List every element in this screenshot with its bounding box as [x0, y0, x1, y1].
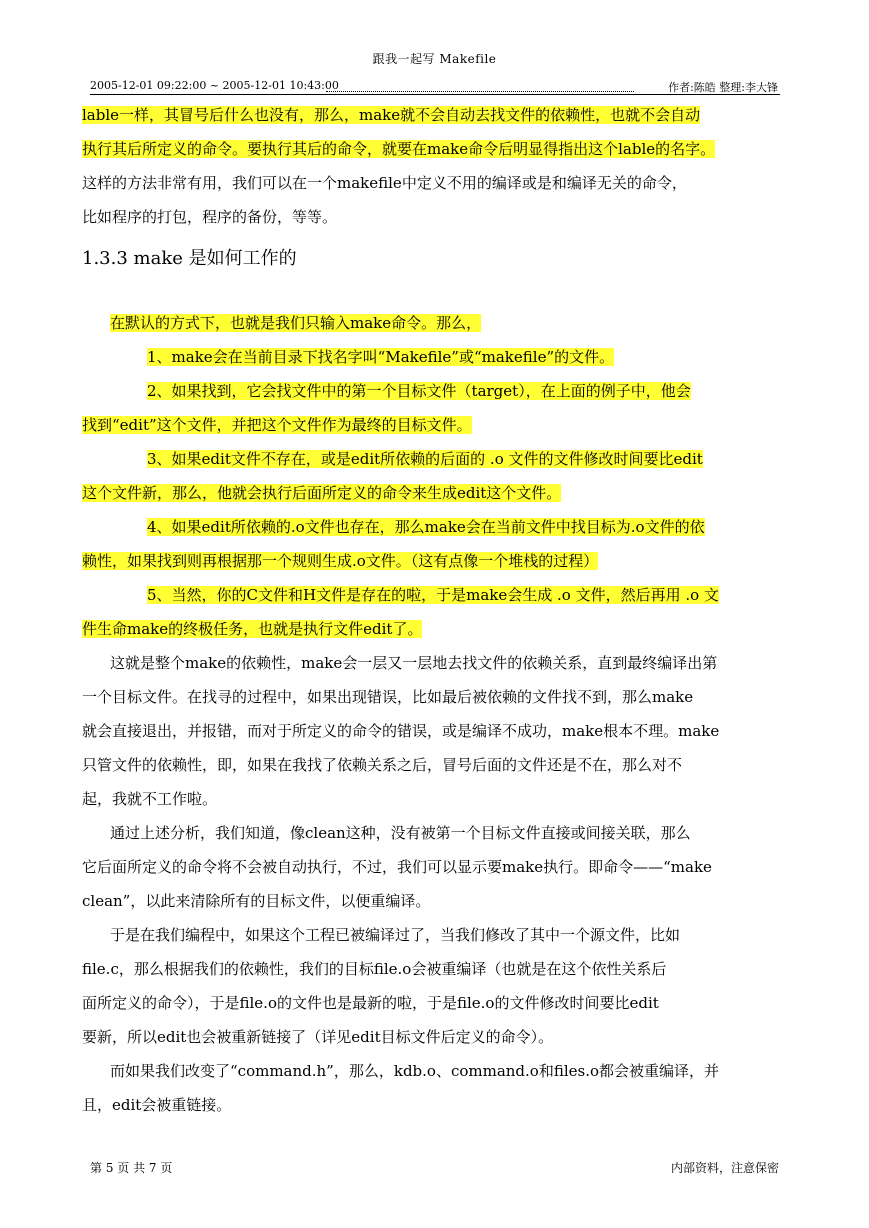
- paragraph-recompile: [82, 918, 789, 1054]
- text-line: 面所定义的命令），于是file.o的文件也是最新的啦，于是file.o的文件修改时间要比edit: [82, 994, 659, 1012]
- text-line: 一个目标文件。在找寻的过程中，如果出现错误，比如最后被依赖的文件找不到，那么make: [82, 688, 694, 706]
- highlighted-text: 在默认的方式下，也就是我们只输入make命令。那么，: [110, 314, 482, 332]
- step-list: [82, 340, 789, 646]
- step-2-line-2: 找到“edit”这个文件，并把这个文件作为最终的目标文件。: [82, 416, 472, 434]
- header-date-range: 2005-12-01 09:22:00 ~ 2005-12-01 10:43:00: [90, 79, 339, 92]
- footer-confidential: 内部资料，注意保密: [670, 1161, 779, 1175]
- step-2-line-1: 2、如果找到，它会找文件中的第一个目标文件（target），在上面的例子中，他会: [147, 382, 691, 400]
- header-title: 跟我一起写 Makefile: [372, 52, 497, 66]
- text-line: 起，我就不工作啦。: [82, 790, 218, 808]
- paragraph-lable: [82, 98, 789, 234]
- text-line: 这样的方法非常有用，我们可以在一个makefile中定义不用的编译或是和编译无关的命令，: [82, 174, 687, 192]
- footer-page-info: 第 5 页 共 7 页: [90, 1161, 173, 1175]
- paragraph-dependency: [82, 646, 789, 816]
- text-line: 它后面所定义的命令将不会被自动执行，不过，我们可以显示要make执行。即命令——“make: [82, 858, 712, 876]
- header-dotted-leader: [326, 91, 634, 92]
- paragraph-header-change: [82, 1054, 789, 1122]
- text-line: 比如程序的打包，程序的备份，等等。: [82, 208, 338, 226]
- highlighted-text: lable一样，其冒号后什么也没有，那么，make就不会自动去找文件的依赖性，也就不会自动: [82, 106, 701, 124]
- header-author: 作者:陈皓 整理:李大锋: [668, 81, 778, 94]
- text-line: 这就是整个make的依赖性，make会一层又一层地去找文件的依赖关系，直到最终编译出第: [110, 654, 718, 672]
- step-3-line-2: 这个文件新，那么，他就会执行后面所定义的命令来生成edit这个文件。: [82, 484, 562, 502]
- step-5-line-2: 件生命make的终极任务，也就是执行文件edit了。: [82, 620, 423, 638]
- step-4-line-1: 4、如果edit所依赖的.o文件也存在，那么make会在当前文件中找目标为.o文件的依: [147, 518, 705, 536]
- text-line: 只管文件的依赖性，即，如果在我找了依赖关系之后，冒号后面的文件还是不在，那么对不: [82, 756, 683, 774]
- text-line: 就会直接退出，并报错，而对于所定义的命令的错误，或是编译不成功，make根本不理。make: [82, 722, 720, 740]
- page-body: [82, 98, 789, 1122]
- step-3-line-1: 3、如果edit文件不存在，或是edit所依赖的后面的 .o 文件的文件修改时间要比edit: [147, 450, 703, 468]
- paragraph-clean: [82, 816, 789, 918]
- highlighted-text: 执行其后所定义的命令。要执行其后的命令，就要在make命令后明显得指出这个lable的名字。: [82, 140, 716, 158]
- text-line: 于是在我们编程中，如果这个工程已被编译过了，当我们修改了其中一个源文件，比如: [110, 926, 681, 944]
- text-line: file.c，那么根据我们的依赖性，我们的目标file.o会被重编译（也就是在这个依性关系后: [82, 960, 667, 978]
- text-line: 而如果我们改变了“command.h”，那么，kdb.o、command.o和files.o都会被重编译，并: [110, 1062, 720, 1080]
- spacer: [82, 284, 789, 306]
- step-1: 1、make会在当前目录下找名字叫“Makefile”或“makefile”的文件。: [147, 348, 615, 366]
- text-line: 要新，所以edit也会被重新链接了（详见edit目标文件后定义的命令）。: [82, 1028, 554, 1046]
- header-bar: [90, 76, 780, 95]
- text-line: 通过上述分析，我们知道，像clean这种，没有被第一个目标文件直接或间接关联，那么: [110, 824, 691, 842]
- section-heading: 1.3.3 make 是如何工作的: [82, 248, 297, 269]
- text-line: 且，edit会被重链接。: [82, 1096, 232, 1114]
- text-line: clean”，以此来清除所有的目标文件，以便重编译。: [82, 892, 431, 910]
- step-5-line-1: 5、当然，你的C文件和H文件是存在的啦，于是make会生成 .o 文件，然后再用 .o 文: [147, 586, 719, 604]
- steps-intro: [82, 306, 789, 340]
- step-4-line-2: 赖性，如果找到则再根据那一个规则生成.o文件。（这有点像一个堆栈的过程）: [82, 552, 599, 570]
